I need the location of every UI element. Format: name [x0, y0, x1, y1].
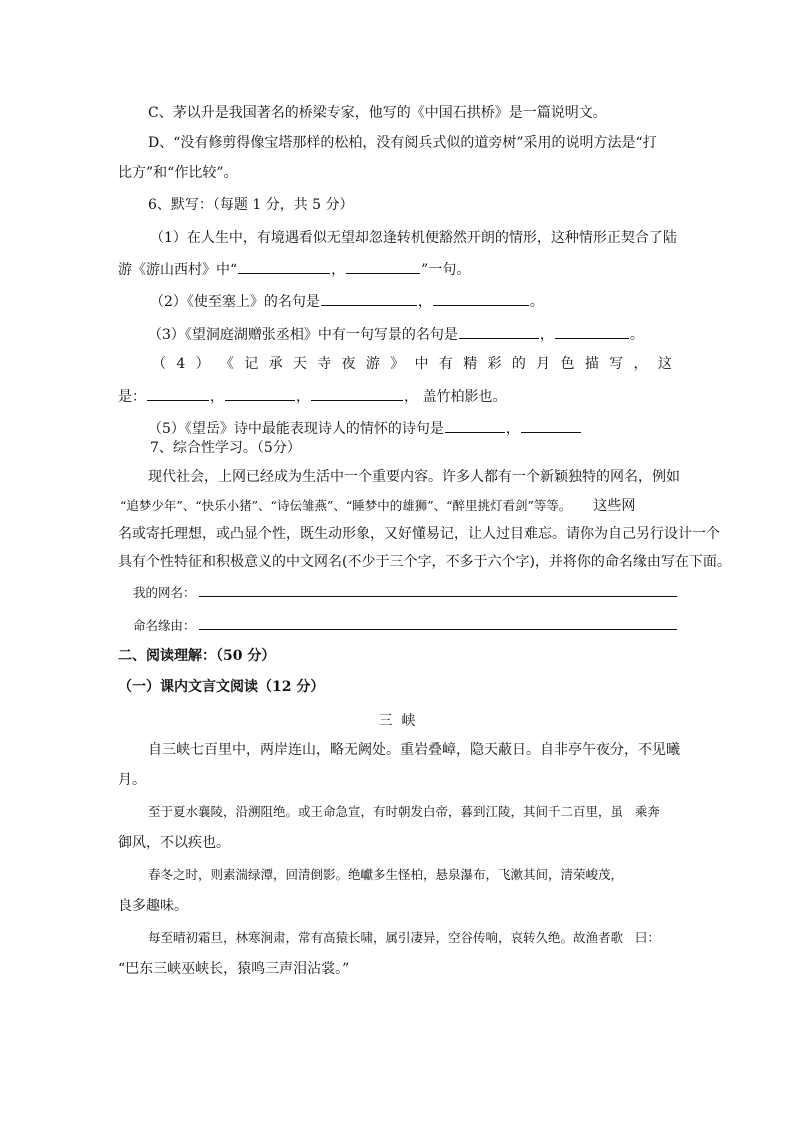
answer-blank[interactable] — [433, 291, 529, 306]
q6-item2-suffix: 。 — [529, 294, 544, 310]
q6-item4-char: 》 — [390, 356, 405, 372]
q6-item4-char: 有 — [438, 356, 453, 372]
q6-item3-sep: ， — [539, 327, 554, 343]
answer-blank[interactable] — [321, 291, 417, 306]
answer-blank[interactable] — [238, 259, 330, 274]
q7-para-line3: 名或寄托理想，或凸显个性，既生动形象，又好懂易记，让人过目难忘。请你为自己另行设计一个 — [118, 526, 720, 542]
q6-item4-char: 色 — [560, 356, 575, 372]
passage-title: 三 峡 — [378, 713, 416, 729]
q6-item1-line1: （1）在人生中，有境遇看似无望却忽逢转机便豁然开朗的情形，这种情形正契合了陆 — [150, 230, 677, 246]
passage-p3-line2: 良多趣味。 — [118, 898, 188, 914]
option-d-line1: D、“没有修剪得像宝塔那样的松柏，没有阅兵式似的道旁树”采用的说明方法是“打 — [148, 135, 657, 151]
q6-item4-char: 的 — [511, 356, 526, 372]
q6-item1-suffix: ”一句。 — [421, 262, 471, 278]
net-name-answer-line[interactable] — [199, 596, 677, 597]
q7-para-line1: 现代社会，上网已经成为生活中一个重要内容。许多人都有一个新颖独特的网名，例如 — [148, 469, 680, 485]
passage-p3-line1: 春冬之时，则素湍绿潭，回清倒影。绝巘多生怪柏，悬泉瀑布，飞漱其间，清荣峻茂， — [148, 867, 624, 882]
q6-item1-sep: ， — [331, 262, 346, 278]
answer-blank[interactable] — [346, 259, 420, 274]
reason-answer-line[interactable] — [199, 629, 677, 630]
option-c: C、茅以升是我国著名的桥梁专家，他写的《中国石拱桥》是一篇说明文。 — [148, 105, 607, 121]
q6-item4-char: （ — [152, 356, 166, 372]
answer-blank[interactable] — [555, 324, 629, 339]
q6-item4-char: 游 — [365, 356, 380, 372]
q6-item4-char: ， — [633, 356, 648, 372]
q6-item4-char: 4 — [176, 356, 186, 372]
q7-para-line4: 具有个性特征和积极意义的中文网名(不少于三个字，不多于六个字)，并将你的命名缘由写在下面。 — [118, 554, 731, 570]
q7-para-tail: 这些网 — [593, 498, 636, 514]
answer-blank[interactable] — [225, 386, 295, 401]
q6-item1-line2 — [118, 259, 470, 279]
passage-p1-line2: 月。 — [118, 772, 146, 788]
q6-item5-prefix: （5）《望岳》诗中最能表现诗人的情怀的诗句是 — [148, 421, 444, 437]
answer-blank[interactable] — [445, 418, 505, 433]
q7-name-label: 我的网名： — [133, 585, 196, 600]
q7-para-line2 — [120, 497, 635, 515]
q6-item4-char: ） — [195, 356, 210, 372]
q6-item4-line2 — [118, 386, 506, 406]
q7-title: 7、综合性学习。（5分） — [150, 440, 301, 456]
q6-item3-prefix: （3）《望洞庭湖赠张丞相》中有一句写景的名句是 — [148, 327, 458, 343]
answer-blank[interactable] — [147, 386, 209, 401]
q7-examples: “追梦少年”、“快乐小猪”、“诗伝雏燕”、“睡梦中的雄狮”、“醉里挑灯看剑”等等。 — [120, 498, 572, 513]
q6-item4-char: 月 — [536, 356, 551, 372]
passage-p1-line1: 自三峡七百里中，两岸连山，略无阙处。重岩叠嶂，隐天蔽日。自非亭午夜分，不见曦 — [148, 742, 680, 758]
q6-item3-suffix: 。 — [629, 327, 644, 343]
q6-item4-char: 中 — [414, 356, 429, 372]
q6-item5-sep: ， — [505, 421, 520, 437]
q6-item4-sep2: ， — [296, 389, 310, 405]
q6-item4-char: 彩 — [487, 356, 502, 372]
q6-item1-prefix: 游《游山西村》中“ — [118, 262, 238, 278]
q6-item4-char: 记 — [244, 356, 259, 372]
q6-item4-char: 这 — [657, 356, 672, 372]
q6-item4-char: 描 — [584, 356, 599, 372]
q6-item4-prefix: 是： — [118, 389, 146, 405]
passage-p4-line1: 每至晴初霜旦，林寒涧肃，常有高猿长啸，属引凄异，空谷传响，哀转久绝。故渔者歌 曰： — [148, 930, 660, 945]
q6-item4-char: 天 — [292, 356, 307, 372]
section2-sub1: （一）课内文言文阅读（12 分） — [118, 679, 325, 695]
option-d-line2: 比方”和“作比较”。 — [118, 165, 238, 181]
q6-item2-prefix: （2）《使至塞上》的名句是 — [150, 294, 320, 310]
q6-title: 6、默写：（每题 1 分，共 5 分） — [148, 197, 354, 213]
q6-item4-char: 《 — [219, 356, 234, 372]
q6-item4-char: 承 — [268, 356, 283, 372]
q6-item4-char: 精 — [463, 356, 478, 372]
q6-item3 — [148, 324, 644, 344]
q6-item5 — [148, 418, 582, 438]
q6-item4-char: 夜 — [341, 356, 356, 372]
q7-reason-label: 命名缘由： — [133, 618, 196, 633]
answer-blank[interactable] — [459, 324, 539, 339]
answer-blank[interactable] — [311, 386, 403, 401]
passage-p2-line2: 御风，不以疾也。 — [118, 835, 230, 851]
section2-title: 二、阅读理解：（50 分） — [118, 648, 276, 664]
q6-item4-sep1: ， — [210, 389, 224, 405]
passage-p2-line1: 至于夏水襄陵，沿溯阻绝。或王命急宣，有时朝发白帝，暮到江陵，其间千二百里，虽 乘奔 — [148, 804, 660, 819]
q6-item4-suffix: ， 盖竹柏影也。 — [404, 389, 507, 405]
q6-item4-line1 — [152, 355, 672, 373]
q6-item2-sep: ， — [417, 294, 432, 310]
q6-item4-char: 写 — [609, 356, 624, 372]
answer-blank[interactable] — [521, 418, 581, 433]
passage-p4-line2: “巴东三峡巫峡长，猿鸣三声泪沾裳。” — [118, 961, 350, 977]
q6-item2 — [150, 291, 544, 311]
q6-item4-char: 寺 — [317, 356, 332, 372]
